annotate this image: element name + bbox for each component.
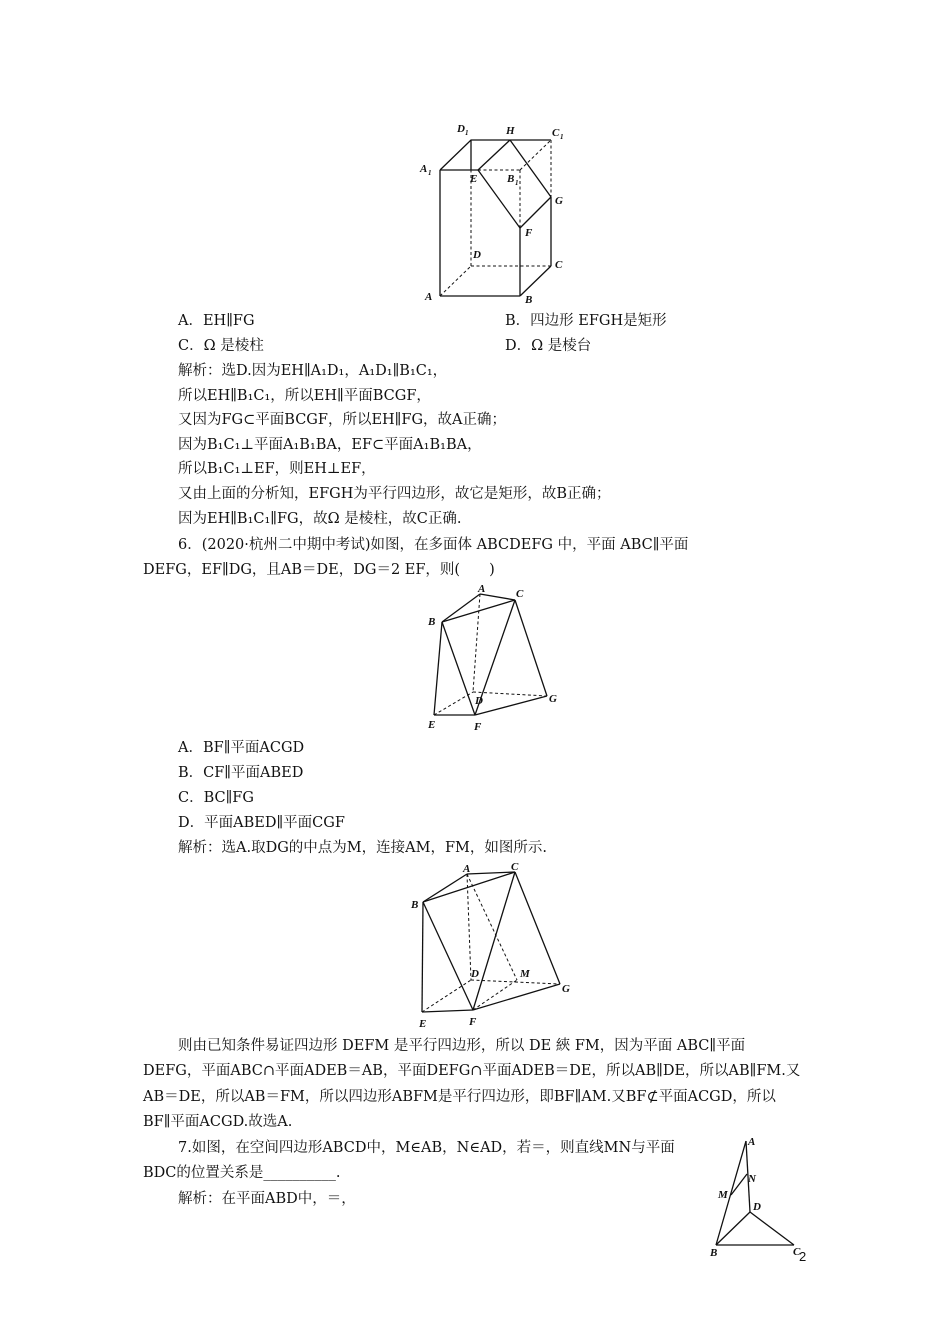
figure-quadrilateral-q7 — [700, 1130, 810, 1258]
figure-polyhedron-q6-solution — [405, 862, 575, 1032]
label-b1-sub: 1 — [515, 179, 519, 187]
page-number: 2 — [799, 1249, 807, 1264]
label-d: D — [473, 249, 481, 261]
label-h: H — [506, 125, 515, 137]
label-g: G — [549, 693, 557, 705]
q5-solution-line: 又因为FG⊂平面BCGF，所以EH∥FG，故A正确； — [178, 412, 506, 428]
label-n: N — [748, 1173, 756, 1185]
label-d1: D — [457, 123, 465, 135]
q6-option-a: A．BF∥平面ACGD — [178, 740, 305, 756]
q5-solution-line: 所以EH∥B₁C₁，所以EH∥平面BCGF， — [178, 388, 431, 404]
label-d: D — [475, 695, 483, 707]
q6-option-c: C．BC∥FG — [178, 790, 254, 806]
label-b: B — [411, 899, 419, 911]
q7-stem-line: 7.如图，在空间四边形ABCD中，M∈AB，N∈AD，若＝，则直线MN与平面 — [178, 1140, 675, 1156]
q5-solution-line: 解析：选D.因为EH∥A₁D₁，A₁D₁∥B₁C₁， — [178, 363, 448, 379]
q5-solution-line: 因为EH∥B₁C₁∥FG，故Ω 是棱柱，故C正确. — [178, 511, 462, 527]
label-c1: C — [552, 127, 560, 139]
q5-option-a: A．EH∥FG — [178, 313, 255, 329]
q6-solution-line: AB＝DE，所以AB＝FM，所以四边形ABFM是平行四边形，即BF∥AM.又BF⊄平面ACGD，所以 — [143, 1089, 776, 1105]
label-a: A — [425, 291, 433, 303]
label-f: F — [469, 1016, 477, 1028]
label-e: E — [419, 1018, 427, 1030]
q7-solution-line: 解析：在平面ABD中，＝， — [178, 1191, 356, 1207]
label-d1-sub: 1 — [465, 129, 469, 137]
q6-solution-line: BF∥平面ACGD.故选A. — [143, 1114, 293, 1130]
label-f: F — [474, 721, 482, 733]
figure-polyhedron-q6 — [420, 582, 570, 734]
q5-option-b: B．四边形 EFGH是矩形 — [505, 313, 667, 329]
label-a1: A — [420, 163, 428, 175]
q7-stem-line: BDC的位置关系是__________. — [143, 1165, 341, 1181]
label-d: D — [471, 968, 479, 980]
label-b: B — [428, 616, 436, 628]
figure-prism-q5 — [415, 118, 575, 308]
q5-option-d: D．Ω 是棱台 — [505, 338, 592, 354]
label-e: E — [428, 719, 436, 731]
label-b: B — [710, 1247, 718, 1258]
label-a: A — [463, 863, 471, 875]
q5-solution-line: 又由上面的分析知，EFGH为平行四边形，故它是矩形，故B正确； — [178, 486, 611, 502]
label-c1-sub: 1 — [560, 133, 564, 141]
label-c: C — [555, 259, 563, 271]
label-c: C — [793, 1246, 801, 1258]
q6-option-b: B．CF∥平面ABED — [178, 765, 304, 781]
label-c: C — [511, 862, 519, 873]
label-b1: B — [507, 173, 515, 185]
q5-option-c: C．Ω 是棱柱 — [178, 338, 264, 354]
label-m: M — [520, 968, 530, 980]
q6-option-d: D．平面ABED∥平面CGF — [178, 815, 345, 831]
label-a: A — [478, 583, 486, 595]
label-g: G — [562, 983, 570, 995]
label-g: G — [555, 195, 563, 207]
q5-solution-line: 所以B₁C₁⊥EF，则EH⊥EF， — [178, 461, 376, 477]
label-c: C — [516, 588, 524, 600]
label-f: F — [525, 227, 533, 239]
label-a: A — [748, 1136, 756, 1148]
label-a1-sub: 1 — [428, 169, 432, 177]
label-d: D — [753, 1201, 761, 1213]
q6-stem-line: DEFG，EF∥DG，且AB＝DE，DG＝2 EF，则( ) — [143, 562, 495, 578]
label-b: B — [525, 294, 533, 306]
q5-solution-line: 因为B₁C₁⊥平面A₁B₁BA，EF⊂平面A₁B₁BA， — [178, 437, 482, 453]
label-m: M — [718, 1189, 728, 1201]
q6-solution-line: DEFG，平面ABC∩平面ADEB＝AB，平面DEFG∩平面ADEB＝DE，所以AB∥DE，所以AB∥FM.又 — [143, 1063, 801, 1079]
label-e: E — [470, 173, 478, 185]
q6-solution-line: 则由已知条件易证四边形 DEFM 是平行四边形，所以 DE 綊 FM，因为平面 ABC∥平面 — [178, 1038, 746, 1054]
q6-solution-intro: 解析：选A.取DG的中点为M，连接AM，FM，如图所示. — [178, 840, 547, 856]
q6-stem-line: 6．(2020·杭州二中期中考试)如图，在多面体 ABCDEFG 中，平面 ABC∥平面 — [178, 537, 689, 553]
